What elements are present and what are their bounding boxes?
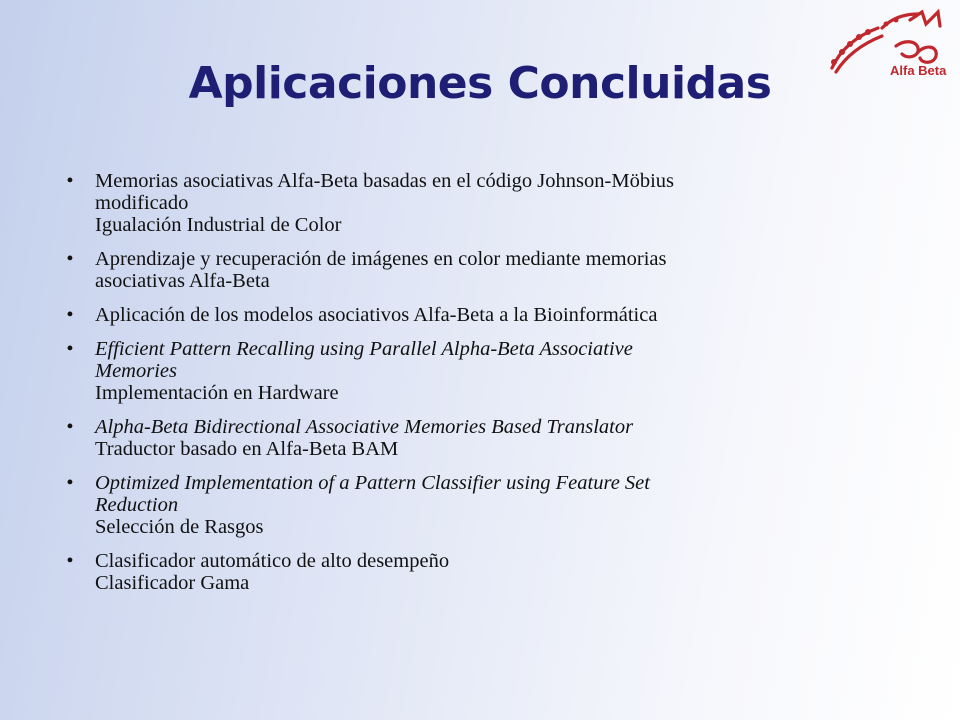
bullet-text: Aplicación de los modelos asociativos Alfa-Beta a la Bioinformática [95,304,658,326]
bullet-subtext: Traductor basado en Alfa-Beta BAM [95,438,399,460]
bullet-text: asociativas Alfa-Beta [95,270,270,292]
slide-title: Aplicaciones Concluidas [188,58,772,109]
bullet-text: Aprendizaje y recuperación de imágenes en color mediante memorias [95,248,667,270]
bullet-item [60,550,860,594]
bullet-text: Clasificador automático de alto desempeño [95,550,450,572]
bullet-text: Memories [95,360,177,382]
bullet-item [60,338,860,404]
bullet-item [60,170,860,236]
bullet-text: Optimized Implementation of a Pattern Classifier using Feature Set [95,472,650,494]
bullet-icon: • [66,304,74,326]
bullet-icon: • [66,338,74,360]
bullet-icon: • [66,416,74,438]
bullet-icon: • [66,170,74,192]
bullet-subtext: Igualación Industrial de Color [95,214,342,236]
bullet-item [60,248,860,292]
bullet-icon: • [66,550,74,572]
bullet-text: Reduction [95,494,179,516]
bullet-item [60,304,860,326]
bullet-subtext: Implementación en Hardware [95,382,339,404]
bullet-text: Efficient Pattern Recalling using Parallel Alpha-Beta Associative [95,338,633,360]
bullet-item [60,472,860,538]
logo-text: Alfa Beta [890,63,947,78]
bullet-subtext: Clasificador Gama [95,572,250,594]
bullet-text: modificado [95,192,189,214]
bullet-icon: • [66,472,74,494]
bullet-icon: • [66,248,74,270]
bullet-text: Alpha-Beta Bidirectional Associative Memories Based Translator [95,416,634,438]
bullet-subtext: Selección de Rasgos [95,516,264,538]
bullet-list [60,170,860,606]
bullet-text: Memorias asociativas Alfa-Beta basadas en el código Johnson-Möbius [95,170,674,192]
bullet-item [60,416,860,460]
